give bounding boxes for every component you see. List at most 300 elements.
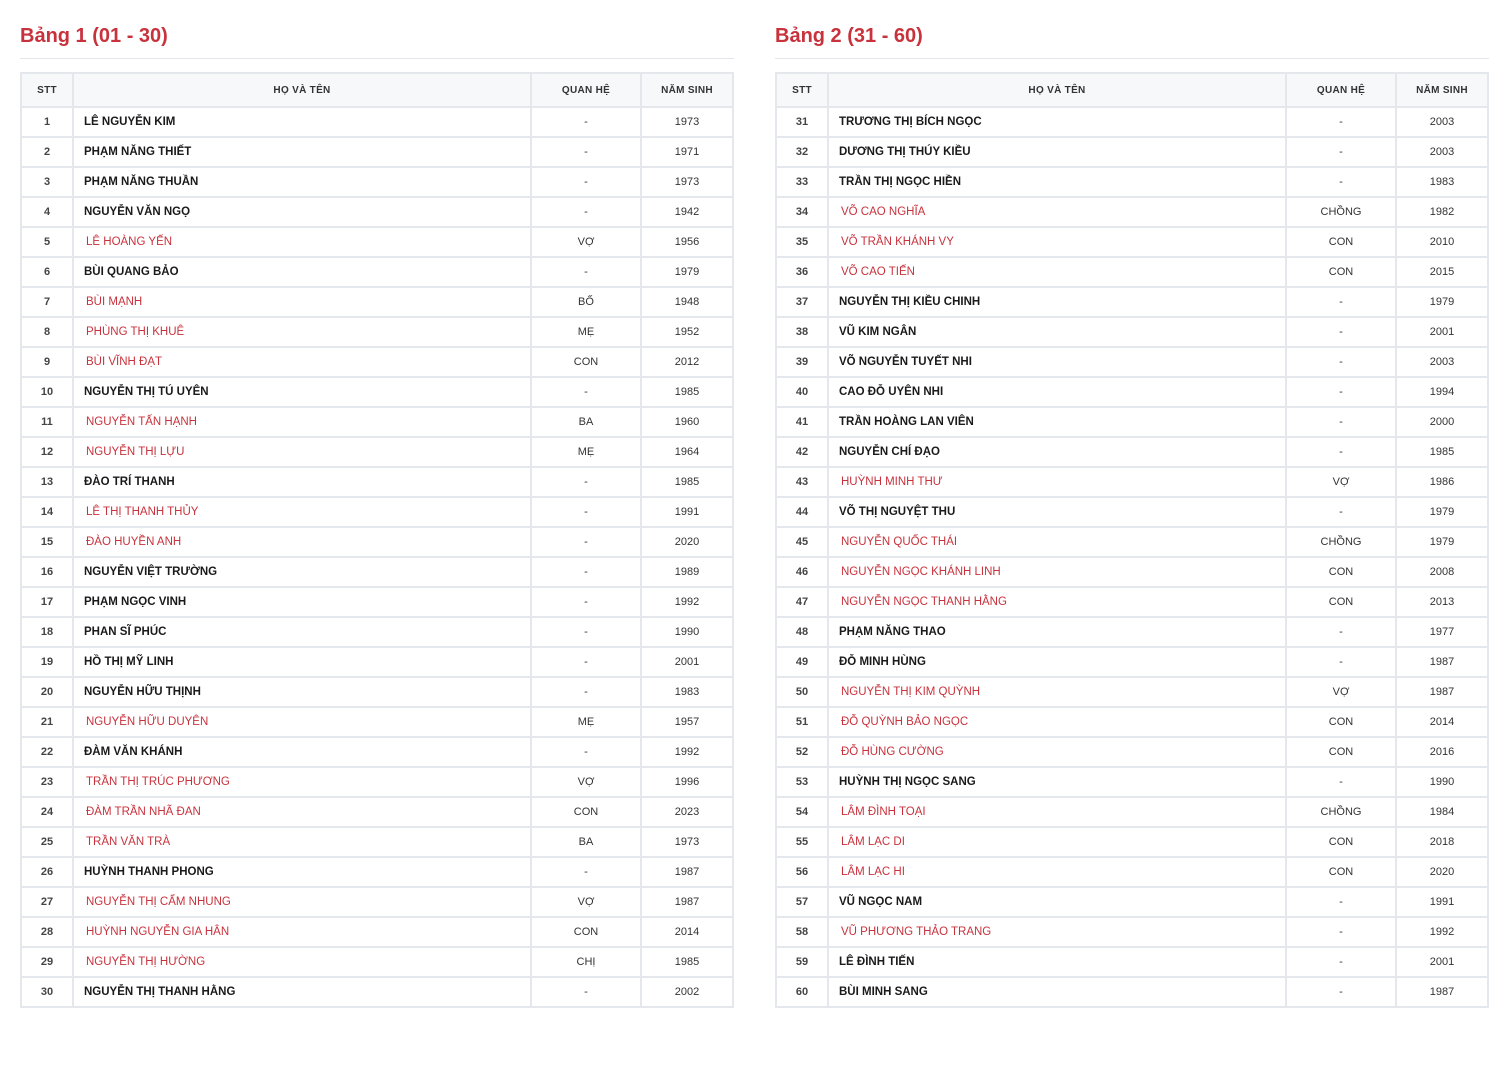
table-row [776, 287, 1488, 317]
row-stt: 1 [21, 107, 73, 137]
row-stt: 38 [776, 317, 828, 347]
row-relation: MẸ [531, 437, 641, 467]
row-relation: - [531, 137, 641, 167]
row-relation: - [1286, 887, 1396, 917]
row-year: 1973 [641, 827, 733, 857]
row-relation: - [531, 677, 641, 707]
table-row [776, 257, 1488, 287]
row-relation: - [531, 977, 641, 1007]
row-relation: MẸ [531, 707, 641, 737]
row-name: TRẦN HOÀNG LAN VIÊN [828, 407, 1286, 437]
header-stt: STT [21, 73, 73, 107]
table-row [21, 347, 733, 377]
row-relation: CON [1286, 857, 1396, 887]
row-year: 2013 [1396, 587, 1488, 617]
row-year: 2001 [1396, 317, 1488, 347]
table-row [776, 677, 1488, 707]
row-relation: - [1286, 137, 1396, 167]
row-stt: 11 [21, 407, 73, 437]
row-stt: 52 [776, 737, 828, 767]
table-row [776, 407, 1488, 437]
row-year: 1985 [641, 377, 733, 407]
table-row [21, 377, 733, 407]
row-stt: 29 [21, 947, 73, 977]
row-stt: 12 [21, 437, 73, 467]
table-row [21, 677, 733, 707]
row-stt: 13 [21, 467, 73, 497]
row-name: ĐÀM VĂN KHÁNH [73, 737, 531, 767]
row-name: LÂM ĐÌNH TOẠI [828, 797, 1286, 827]
table-row [776, 227, 1488, 257]
row-name: NGUYỄN HỮU DUYÊN [73, 707, 531, 737]
row-stt: 49 [776, 647, 828, 677]
row-relation: CON [1286, 557, 1396, 587]
row-relation: - [1286, 347, 1396, 377]
row-year: 1992 [1396, 917, 1488, 947]
row-name: TRƯƠNG THỊ BÍCH NGỌC [828, 107, 1286, 137]
table-row [21, 887, 733, 917]
row-name: NGUYỄN TẤN HẠNH [73, 407, 531, 437]
row-year: 2014 [1396, 707, 1488, 737]
row-name: VÕ CAO NGHĨA [828, 197, 1286, 227]
row-year: 1987 [1396, 647, 1488, 677]
row-name: PHẠM NĂNG THUẦN [73, 167, 531, 197]
row-stt: 50 [776, 677, 828, 707]
row-name: NGUYỄN THỊ LỰU [73, 437, 531, 467]
table-row [776, 767, 1488, 797]
table-panel-1 [20, 22, 734, 1008]
row-name: HUỲNH MINH THƯ [828, 467, 1286, 497]
row-relation: - [1286, 617, 1396, 647]
row-year: 2003 [1396, 347, 1488, 377]
row-relation: MẸ [531, 317, 641, 347]
row-year: 1979 [641, 257, 733, 287]
row-name: NGUYỄN THỊ CẨM NHUNG [73, 887, 531, 917]
row-year: 2010 [1396, 227, 1488, 257]
row-relation: - [531, 587, 641, 617]
row-stt: 31 [776, 107, 828, 137]
table-row [776, 497, 1488, 527]
row-relation: - [1286, 947, 1396, 977]
table-row [21, 857, 733, 887]
header-relation: QUAN HỆ [1286, 73, 1396, 107]
row-year: 1991 [641, 497, 733, 527]
row-relation: - [1286, 497, 1396, 527]
row-name: BÙI VĨNH ĐẠT [73, 347, 531, 377]
row-relation: - [531, 557, 641, 587]
row-name: TRẦN VĂN TRÀ [73, 827, 531, 857]
table-row [21, 137, 733, 167]
row-name: VŨ KIM NGÂN [828, 317, 1286, 347]
row-stt: 15 [21, 527, 73, 557]
row-relation: CHỒNG [1286, 797, 1396, 827]
row-year: 2008 [1396, 557, 1488, 587]
table-row [21, 587, 733, 617]
table-row [21, 557, 733, 587]
header-name: HỌ VÀ TÊN [73, 73, 531, 107]
table-row [21, 287, 733, 317]
table-row [776, 527, 1488, 557]
row-name: LÂM LẠC HI [828, 857, 1286, 887]
row-year: 1957 [641, 707, 733, 737]
row-name: ĐÀM TRẦN NHÃ ĐAN [73, 797, 531, 827]
row-name: NGUYỄN NGỌC KHÁNH LINH [828, 557, 1286, 587]
row-name: HUỲNH NGUYỄN GIA HÂN [73, 917, 531, 947]
table-row [776, 107, 1488, 137]
header-relation: QUAN HỆ [531, 73, 641, 107]
table-row [21, 257, 733, 287]
row-name: ĐỖ MINH HÙNG [828, 647, 1286, 677]
header-year: NĂM SINH [641, 73, 733, 107]
row-name: LÊ HOÀNG YẾN [73, 227, 531, 257]
row-relation: CON [531, 917, 641, 947]
row-name: NGUYỄN HỮU THỊNH [73, 677, 531, 707]
row-year: 2002 [641, 977, 733, 1007]
row-stt: 47 [776, 587, 828, 617]
table-row [776, 557, 1488, 587]
row-name: NGUYỄN THỊ THANH HẰNG [73, 977, 531, 1007]
row-stt: 16 [21, 557, 73, 587]
table-row [21, 407, 733, 437]
row-year: 2000 [1396, 407, 1488, 437]
row-stt: 19 [21, 647, 73, 677]
row-relation: - [531, 197, 641, 227]
row-stt: 17 [21, 587, 73, 617]
row-name: ĐỖ HÙNG CƯỜNG [828, 737, 1286, 767]
table-row [21, 437, 733, 467]
row-stt: 60 [776, 977, 828, 1007]
row-stt: 26 [21, 857, 73, 887]
row-stt: 33 [776, 167, 828, 197]
row-relation: - [531, 737, 641, 767]
row-name: PHẠM NĂNG THIẾT [73, 137, 531, 167]
row-stt: 21 [21, 707, 73, 737]
row-stt: 8 [21, 317, 73, 347]
table-row [21, 167, 733, 197]
row-year: 2023 [641, 797, 733, 827]
row-stt: 51 [776, 707, 828, 737]
row-name: VÕ TRẦN KHÁNH VY [828, 227, 1286, 257]
row-stt: 40 [776, 377, 828, 407]
table-row [21, 827, 733, 857]
row-relation: BA [531, 407, 641, 437]
row-relation: - [531, 857, 641, 887]
table-title-2: Bảng 2 (31 - 60) [775, 22, 1489, 59]
row-stt: 20 [21, 677, 73, 707]
row-relation: BA [531, 827, 641, 857]
member-table-1 [20, 72, 734, 1008]
row-name: ĐÀO HUYỀN ANH [73, 527, 531, 557]
row-relation: VỢ [1286, 467, 1396, 497]
row-name: ĐỖ QUỲNH BẢO NGỌC [828, 707, 1286, 737]
row-name: VÕ CAO TIẾN [828, 257, 1286, 287]
table-row [776, 197, 1488, 227]
row-year: 1994 [1396, 377, 1488, 407]
row-relation: - [1286, 407, 1396, 437]
table-body-1 [21, 107, 733, 1007]
row-stt: 23 [21, 767, 73, 797]
table-row [776, 587, 1488, 617]
row-stt: 37 [776, 287, 828, 317]
row-name: NGUYỄN VIỆT TRƯỜNG [73, 557, 531, 587]
row-stt: 46 [776, 557, 828, 587]
row-year: 1984 [1396, 797, 1488, 827]
row-name: TRẦN THỊ TRÚC PHƯƠNG [73, 767, 531, 797]
table-row [21, 617, 733, 647]
row-name: VÕ NGUYỄN TUYẾT NHI [828, 347, 1286, 377]
row-name: HUỲNH THANH PHONG [73, 857, 531, 887]
row-stt: 44 [776, 497, 828, 527]
row-relation: - [531, 497, 641, 527]
row-stt: 14 [21, 497, 73, 527]
row-relation: CHỒNG [1286, 527, 1396, 557]
row-relation: - [1286, 287, 1396, 317]
row-stt: 2 [21, 137, 73, 167]
table-row [776, 317, 1488, 347]
row-relation: - [531, 167, 641, 197]
row-year: 1979 [1396, 287, 1488, 317]
table-row [776, 167, 1488, 197]
row-relation: CON [531, 347, 641, 377]
row-stt: 58 [776, 917, 828, 947]
row-stt: 24 [21, 797, 73, 827]
row-name: DƯƠNG THỊ THÚY KIỀU [828, 137, 1286, 167]
table-row [21, 527, 733, 557]
row-relation: - [531, 527, 641, 557]
row-year: 2001 [641, 647, 733, 677]
row-year: 1987 [1396, 977, 1488, 1007]
row-year: 1982 [1396, 197, 1488, 227]
row-year: 1987 [1396, 677, 1488, 707]
table-row [776, 377, 1488, 407]
header-name: HỌ VÀ TÊN [828, 73, 1286, 107]
row-stt: 55 [776, 827, 828, 857]
row-name: BÙI QUANG BẢO [73, 257, 531, 287]
row-year: 1987 [641, 887, 733, 917]
row-relation: VỢ [531, 227, 641, 257]
table-row [21, 737, 733, 767]
row-name: PHẠM NGỌC VINH [73, 587, 531, 617]
row-stt: 53 [776, 767, 828, 797]
table-body-2 [776, 107, 1488, 1007]
row-year: 1992 [641, 737, 733, 767]
row-stt: 25 [21, 827, 73, 857]
table-row [21, 497, 733, 527]
row-stt: 42 [776, 437, 828, 467]
member-table-2 [775, 72, 1489, 1008]
table-row [776, 827, 1488, 857]
row-relation: - [531, 467, 641, 497]
row-name: NGUYỄN THỊ TÚ UYÊN [73, 377, 531, 407]
row-stt: 59 [776, 947, 828, 977]
row-year: 1983 [641, 677, 733, 707]
row-year: 1985 [641, 467, 733, 497]
row-relation: VỢ [1286, 677, 1396, 707]
row-year: 1973 [641, 167, 733, 197]
table-row [776, 947, 1488, 977]
row-year: 2020 [641, 527, 733, 557]
table-row [776, 617, 1488, 647]
row-stt: 4 [21, 197, 73, 227]
table-row [21, 647, 733, 677]
table-row [21, 947, 733, 977]
row-relation: BỐ [531, 287, 641, 317]
row-name: PHÙNG THỊ KHUÊ [73, 317, 531, 347]
row-name: BÙI MẠNH [73, 287, 531, 317]
row-name: HỒ THỊ MỸ LINH [73, 647, 531, 677]
row-relation: - [531, 647, 641, 677]
row-year: 1977 [1396, 617, 1488, 647]
row-relation: CON [1286, 257, 1396, 287]
row-stt: 27 [21, 887, 73, 917]
table-title-1: Bảng 1 (01 - 30) [20, 22, 734, 59]
table-row [21, 107, 733, 137]
row-relation: - [1286, 917, 1396, 947]
row-name: LÊ ĐÌNH TIẾN [828, 947, 1286, 977]
row-stt: 32 [776, 137, 828, 167]
table-row [21, 707, 733, 737]
row-stt: 43 [776, 467, 828, 497]
row-stt: 56 [776, 857, 828, 887]
row-name: NGUYỄN CHÍ ĐẠO [828, 437, 1286, 467]
row-name: PHẠM NĂNG THAO [828, 617, 1286, 647]
table-row [21, 317, 733, 347]
row-relation: - [1286, 767, 1396, 797]
row-name: NGUYỄN NGỌC THANH HẰNG [828, 587, 1286, 617]
row-name: ĐÀO TRÍ THANH [73, 467, 531, 497]
row-relation: CHỊ [531, 947, 641, 977]
table-row [776, 437, 1488, 467]
row-year: 2014 [641, 917, 733, 947]
row-year: 1989 [641, 557, 733, 587]
row-year: 1987 [641, 857, 733, 887]
row-name: TRẦN THỊ NGỌC HIỀN [828, 167, 1286, 197]
row-name: NGUYỄN VĂN NGỌ [73, 197, 531, 227]
row-relation: - [1286, 437, 1396, 467]
table-row [776, 467, 1488, 497]
table-row [21, 977, 733, 1007]
table-row [776, 887, 1488, 917]
row-name: LÂM LẠC DI [828, 827, 1286, 857]
row-name: LÊ NGUYỄN KIM [73, 107, 531, 137]
row-relation: - [1286, 107, 1396, 137]
row-relation: CON [1286, 827, 1396, 857]
row-year: 1942 [641, 197, 733, 227]
row-relation: VỢ [531, 887, 641, 917]
row-year: 1985 [1396, 437, 1488, 467]
row-relation: - [531, 257, 641, 287]
row-relation: - [1286, 977, 1396, 1007]
row-name: NGUYỄN THỊ KIM QUỲNH [828, 677, 1286, 707]
row-name: NGUYỄN THỊ HƯỜNG [73, 947, 531, 977]
row-year: 1960 [641, 407, 733, 437]
row-stt: 28 [21, 917, 73, 947]
row-relation: - [531, 617, 641, 647]
table-row [21, 467, 733, 497]
row-stt: 18 [21, 617, 73, 647]
row-year: 2015 [1396, 257, 1488, 287]
row-year: 1986 [1396, 467, 1488, 497]
row-stt: 36 [776, 257, 828, 287]
row-year: 2016 [1396, 737, 1488, 767]
row-year: 1991 [1396, 887, 1488, 917]
row-year: 1973 [641, 107, 733, 137]
row-relation: - [1286, 167, 1396, 197]
row-stt: 41 [776, 407, 828, 437]
row-relation: - [1286, 647, 1396, 677]
row-stt: 57 [776, 887, 828, 917]
table-row [21, 767, 733, 797]
row-year: 1979 [1396, 497, 1488, 527]
table-header-row [776, 73, 1488, 107]
row-name: BÙI MINH SANG [828, 977, 1286, 1007]
row-relation: - [1286, 377, 1396, 407]
row-stt: 48 [776, 617, 828, 647]
row-name: NGUYỄN QUỐC THÁI [828, 527, 1286, 557]
row-stt: 3 [21, 167, 73, 197]
header-stt: STT [776, 73, 828, 107]
row-name: CAO ĐỖ UYÊN NHI [828, 377, 1286, 407]
row-relation: CON [531, 797, 641, 827]
table-row [776, 347, 1488, 377]
row-year: 2020 [1396, 857, 1488, 887]
row-stt: 34 [776, 197, 828, 227]
row-relation: - [531, 107, 641, 137]
table-row [776, 737, 1488, 767]
row-year: 1996 [641, 767, 733, 797]
header-year: NĂM SINH [1396, 73, 1488, 107]
row-year: 1971 [641, 137, 733, 167]
row-year: 1964 [641, 437, 733, 467]
table-panel-2 [775, 22, 1489, 1008]
row-stt: 6 [21, 257, 73, 287]
row-name: VŨ NGỌC NAM [828, 887, 1286, 917]
table-row [21, 197, 733, 227]
row-name: VÕ THỊ NGUYỆT THU [828, 497, 1286, 527]
row-year: 1990 [641, 617, 733, 647]
row-year: 1979 [1396, 527, 1488, 557]
row-relation: CHỒNG [1286, 197, 1396, 227]
row-relation: VỢ [531, 767, 641, 797]
row-year: 2018 [1396, 827, 1488, 857]
row-year: 2003 [1396, 107, 1488, 137]
table-row [776, 977, 1488, 1007]
row-year: 1956 [641, 227, 733, 257]
row-name: PHAN SĨ PHÚC [73, 617, 531, 647]
row-relation: CON [1286, 587, 1396, 617]
row-name: NGUYỄN THỊ KIỀU CHINH [828, 287, 1286, 317]
row-stt: 35 [776, 227, 828, 257]
row-stt: 39 [776, 347, 828, 377]
row-stt: 9 [21, 347, 73, 377]
row-year: 1985 [641, 947, 733, 977]
row-name: LÊ THỊ THANH THỦY [73, 497, 531, 527]
table-row [776, 857, 1488, 887]
row-name: HUỲNH THỊ NGỌC SANG [828, 767, 1286, 797]
table-row [21, 797, 733, 827]
row-relation: CON [1286, 707, 1396, 737]
row-year: 2003 [1396, 137, 1488, 167]
table-row [776, 797, 1488, 827]
row-year: 1992 [641, 587, 733, 617]
row-relation: - [531, 377, 641, 407]
row-year: 2012 [641, 347, 733, 377]
row-stt: 30 [21, 977, 73, 1007]
table-row [776, 647, 1488, 677]
row-year: 1990 [1396, 767, 1488, 797]
table-header-row [21, 73, 733, 107]
row-name: VŨ PHƯƠNG THẢO TRANG [828, 917, 1286, 947]
